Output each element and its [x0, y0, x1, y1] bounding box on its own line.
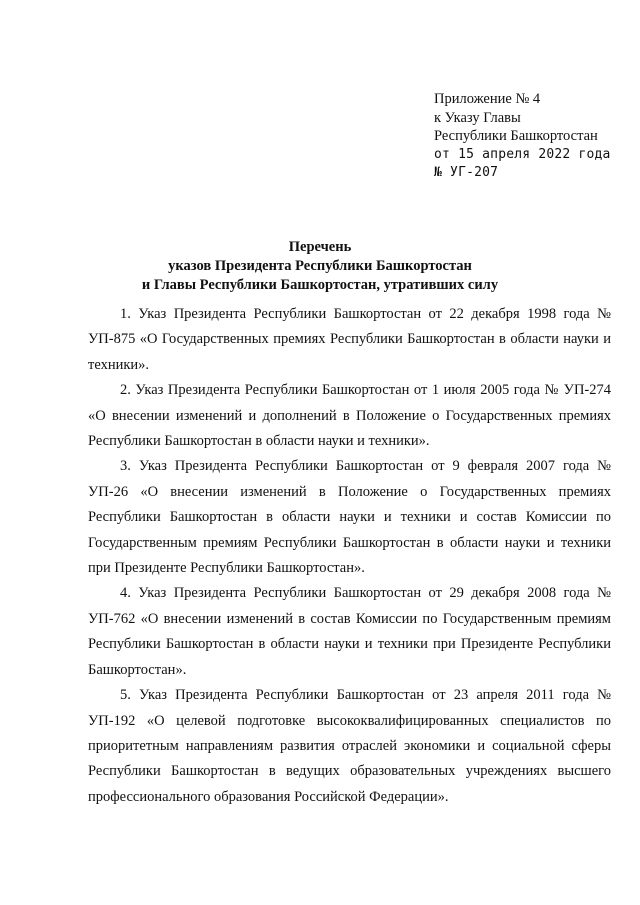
appendix-decree-ref: к Указу Главы	[434, 109, 521, 126]
list-item: 4. Указ Президента Республики Башкортостан от 29 декабря 2008 года № УП-762 «О внесении изменений в состав Комиссии по Государственным премиям Республики Башкортостан в области науки и техники при Президенте Республики Башкортостан».	[88, 585, 611, 678]
appendix-reference	[434, 90, 634, 183]
appendix-republic: Республики Башкортостан	[434, 128, 598, 144]
title-subheading-1: указов Президента Республики Башкортостан	[168, 258, 472, 274]
appendix-date: от 15 апреля 2022 года	[434, 146, 611, 162]
list-item: 2. Указ Президента Республики Башкортостан от 1 июля 2005 года № УП-274 «О внесении изменений и дополнений в Положение о Государственных премиях Республики Башкортостан в области науки и техники».	[88, 382, 611, 450]
list-item: 5. Указ Президента Республики Башкортостан от 23 апреля 2011 года № УП-192 «О целевой подготовке высококвалифицированных специалистов по приоритетным направлениям развития отраслей экономики и социальной сферы Республики Башкортостан в ведущих образовательных учреждениях высшего профессионального образования Российской Федерации».	[88, 687, 611, 805]
title-subheading-2: и Главы Республики Башкортостан, утративших силу	[141, 277, 499, 293]
decree-list	[88, 302, 611, 810]
list-item: 1. Указ Президента Республики Башкортостан от 22 декабря 1998 года № УП-875 «О Государственных премиях Республики Башкортостан в области науки и техники».	[88, 306, 611, 373]
appendix-decree-number: № УГ-207	[434, 165, 499, 180]
title-heading: Перечень	[288, 239, 352, 255]
appendix-number: Приложение № 4	[434, 91, 541, 107]
document-title	[60, 238, 580, 295]
list-item: 3. Указ Президента Республики Башкортостан от 9 февраля 2007 года № УП-26 «О внесении изменений в Положение о Государственных премиях Республики Башкортостан в области науки и техники и состав Комиссии по Государственным премиям Республики Башкортостан в области науки и техники при Президенте Республики Башкортостан».	[88, 458, 611, 577]
